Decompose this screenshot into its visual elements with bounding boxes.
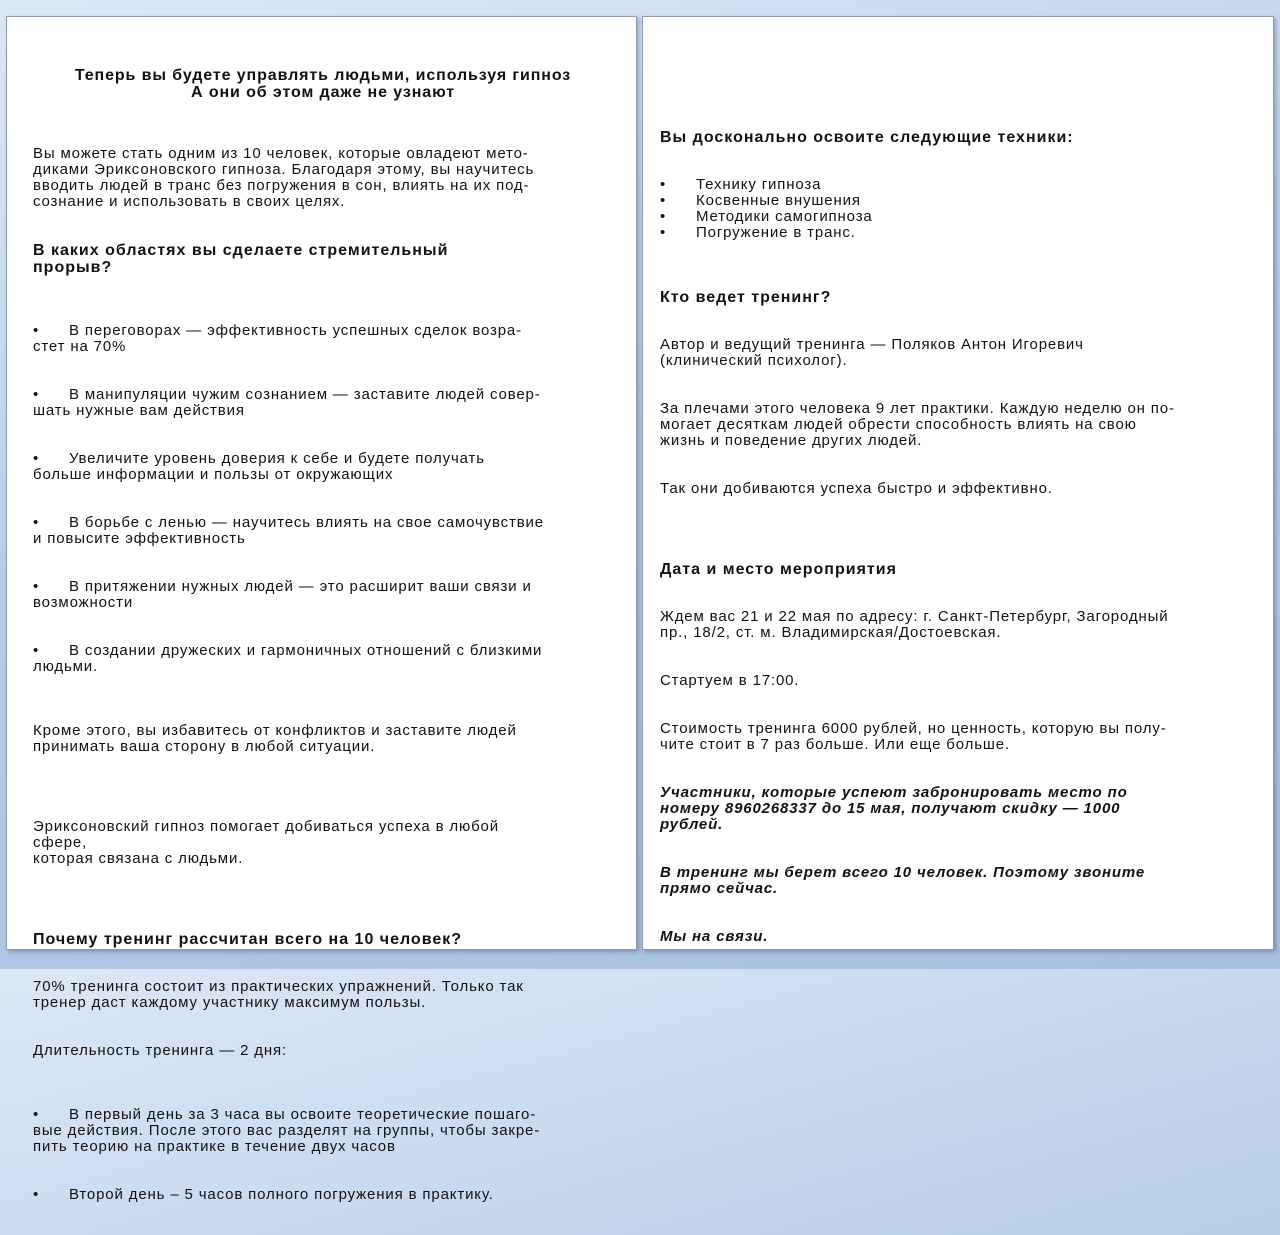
area-item-1	[33, 323, 625, 355]
technique-list	[660, 177, 1260, 241]
page-left	[6, 16, 637, 1203]
bullet: •	[660, 176, 667, 193]
area-item-3	[33, 451, 625, 483]
title-line-2: А они об этом даже не узнают	[191, 84, 455, 101]
bullet: •	[660, 208, 667, 225]
bullet: •	[660, 224, 667, 241]
price-paragraph: Стоимость тренинга 6000 рублей, но ценность, которую вы полу- чите стоит в 7 раз больше. Или еще больше.	[660, 720, 1167, 753]
area-item-text: В создании дружеских и гармоничных отношений с близкими людьми.	[33, 642, 543, 675]
area-item-4	[33, 515, 625, 547]
bullet: •	[660, 192, 667, 209]
conflicts-paragraph: Кроме этого, вы избавитесь от конфликтов и заставите людей принимать ваша сторону в любой ситуации.	[33, 722, 517, 755]
practice-paragraph: 70% тренинга состоит из практических упражнений. Только так тренер даст каждому участнику максимум пользы.	[33, 978, 524, 1011]
document-title	[21, 67, 625, 101]
heading-why: Почему тренинг рассчитан всего на 10 человек?	[33, 931, 462, 948]
bullet: •	[33, 642, 40, 659]
duration-paragraph: Длительность тренинга — 2 дня:	[33, 1042, 288, 1059]
technique-item	[660, 193, 1260, 209]
success-paragraph: Эриксоновский гипноз помогает добиваться успеха в любой сфере, которая связана с людьми.	[33, 818, 499, 867]
area-item-text: В манипуляции чужим сознанием — заставите людей совер- шать нужные вам действия	[33, 386, 541, 419]
address-paragraph: Ждем вас 21 и 22 мая по адресу: г. Санкт-Петербург, Загородный пр., 18/2, ст. м. Владимирская/Достоевская.	[660, 608, 1169, 641]
heading-areas: В каких областях вы сделаете стремительный прорыв?	[33, 242, 449, 276]
discount-paragraph: Участники, которые успеют забронировать место по номеру 8960268337 до 15 мая, получают скидку — 1000 рублей.	[660, 784, 1128, 833]
bullet: •	[33, 1106, 40, 1123]
area-item-2	[33, 387, 625, 419]
area-item-6	[33, 643, 625, 675]
spacer	[660, 529, 1260, 545]
title-line-1: Теперь вы будете управлять людьми, используя гипноз	[74, 67, 572, 84]
call-paragraph: В тренинг мы берет всего 10 человек. Поэтому звоните прямо сейчас.	[660, 864, 1146, 897]
technique-item-text: Косвенные внушения	[696, 192, 861, 209]
page-right	[642, 16, 1274, 950]
day-item-text: В первый день за 3 часа вы освоите теоретические пошаго- вые действия. После этого вас разделят на группы, чтобы закре- пить теорию на практике в течение двух часов	[33, 1106, 541, 1155]
contact-paragraph: Мы на связи.	[660, 928, 769, 945]
technique-item	[660, 177, 1260, 193]
result-paragraph: Так они добиваются успеха быстро и эффективно.	[660, 480, 1053, 497]
technique-item-text: Погружение в транс.	[696, 224, 856, 241]
bullet: •	[33, 450, 40, 467]
bullet: •	[33, 1186, 40, 1203]
experience-paragraph: За плечами этого человека 9 лет практики. Каждую неделю он по- могает десяткам людей обрести способность влиять на свою жизнь и поведение других людей.	[660, 400, 1175, 449]
spacer	[33, 787, 625, 803]
day-item-text: Второй день – 5 часов полного погружения в практику.	[69, 1186, 494, 1203]
technique-item	[660, 225, 1260, 241]
area-item-text: В переговорах — эффективность успешных сделок возра- стет на 70%	[33, 322, 522, 355]
spacer	[33, 899, 625, 915]
page-left-content	[33, 51, 625, 1235]
heading-techniques: Вы досконально освоите следующие техники:	[660, 129, 1074, 146]
area-item-text: В борьбе с ленью — научитесь влиять на свое самочувствие и повысите эффективность	[33, 514, 544, 547]
day-item-2	[33, 1187, 625, 1203]
start-paragraph: Стартуем в 17:00.	[660, 672, 800, 689]
heading-date: Дата и место мероприятия	[660, 561, 897, 578]
area-item-5	[33, 579, 625, 611]
day-item-1	[33, 1107, 625, 1155]
technique-item	[660, 209, 1260, 225]
author-paragraph: Автор и ведущий тренинга — Поляков Антон Игоревич (клинический психолог).	[660, 336, 1084, 369]
intro-paragraph: Вы можете стать одним из 10 человек, которые овладеют мето- диками Эриксоновского гипноза. Благодаря этому, вы научитесь вводить людей в транс без погружения в сон, влиять на их под- сознание и использовать в своих целях.	[33, 145, 535, 210]
heading-trainer: Кто ведет тренинг?	[660, 289, 832, 306]
bullet: •	[33, 514, 40, 531]
bullet: •	[33, 386, 40, 403]
technique-item-text: Технику гипноза	[696, 176, 822, 193]
area-item-text: Увеличите уровень доверия к себе и будете получать больше информации и пользы от окружающих	[33, 450, 485, 483]
technique-item-text: Методики самогипноза	[696, 208, 873, 225]
area-item-text: В притяжении нужных людей — это расширит ваши связи и возможности	[33, 578, 532, 611]
bullet: •	[33, 578, 40, 595]
page-right-content	[660, 113, 1260, 977]
bullet: •	[33, 322, 40, 339]
